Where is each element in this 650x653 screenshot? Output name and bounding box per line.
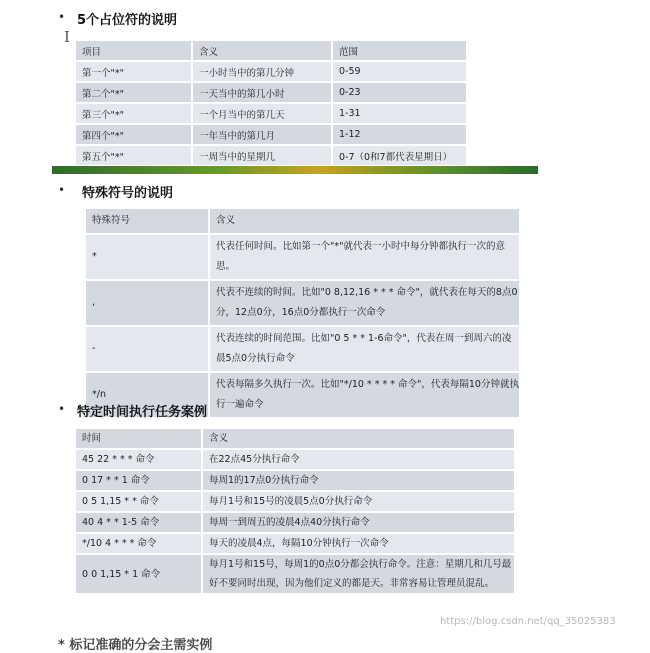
section3-heading: 特定时间执行任务案例 bbox=[77, 405, 208, 420]
table-cell: 1-12 bbox=[332, 124, 466, 145]
example-row bbox=[76, 512, 514, 533]
table-cell: 每周一到周五的凌晨4点40分执行命令 bbox=[202, 512, 514, 533]
table-cell: - bbox=[86, 326, 209, 372]
table-cell: 一天当中的第几小时 bbox=[192, 82, 332, 103]
symbol-row bbox=[86, 280, 519, 326]
table-cell: 一年当中的第几月 bbox=[192, 124, 332, 145]
table-cell: 1-31 bbox=[332, 103, 466, 124]
table-cell: 0 0 1,15 * 1 命令 bbox=[76, 554, 202, 594]
table-cell: 代表每隔多久执行一次。比如"*/10 * * * * 命令"，代表每隔10分钟就执行一遍命令 bbox=[209, 372, 519, 418]
header-cell: 项目 bbox=[76, 41, 192, 61]
symbol-row bbox=[86, 326, 519, 372]
text-cursor-icon: Ι bbox=[64, 28, 70, 46]
placeholder-row bbox=[76, 61, 466, 82]
example-row bbox=[76, 554, 514, 594]
placeholder-row bbox=[76, 145, 466, 166]
table-cell: 代表不连续的时间。比如"0 8,12,16 * * * 命令"，就代表在每天的8点0分，12点0分，16点0分都执行一次命令 bbox=[209, 280, 519, 326]
placeholder-row bbox=[76, 103, 466, 124]
table-cell: 0-23 bbox=[332, 82, 466, 103]
decorative-divider bbox=[52, 166, 538, 174]
table-cell: 一小时当中的第几分钟 bbox=[192, 61, 332, 82]
special-symbol-table bbox=[86, 209, 519, 419]
placeholder-row bbox=[76, 82, 466, 103]
example-row bbox=[76, 491, 514, 512]
table-cell: 每周1的17点0分执行命令 bbox=[202, 470, 514, 491]
table-cell: * bbox=[86, 234, 209, 280]
table-cell: 0 17 * * 1 命令 bbox=[76, 470, 202, 491]
table-cell: 每天的凌晨4点，每隔10分钟执行一次命令 bbox=[202, 533, 514, 554]
example-row bbox=[76, 470, 514, 491]
bullet-dot: • bbox=[58, 183, 66, 197]
table-cell: 第二个"*" bbox=[76, 82, 192, 103]
table-cell: 第五个"*" bbox=[76, 145, 192, 166]
table-cell: 第一个"*" bbox=[76, 61, 192, 82]
symbol-row bbox=[86, 234, 519, 280]
header-row bbox=[76, 429, 514, 449]
section1-heading: 5个占位符的说明 bbox=[77, 13, 178, 28]
table-cell: 每月1号和15号的凌晨5点0分执行命令 bbox=[202, 491, 514, 512]
watermark-text: https://blog.csdn.net/qq_35025383 bbox=[440, 616, 616, 627]
header-row bbox=[86, 209, 519, 234]
table-cell: 代表连续的时间范围。比如"0 5 * * 1-6命令"，代表在周一到周六的凌晨5点0分执行命令 bbox=[209, 326, 519, 372]
table-cell: */n bbox=[86, 372, 209, 418]
header-cell: 含义 bbox=[202, 429, 514, 449]
table-cell: 第四个"*" bbox=[76, 124, 192, 145]
task-example-table bbox=[76, 429, 514, 595]
table-cell: */10 4 * * * 命令 bbox=[76, 533, 202, 554]
table-cell: 一周当中的星期几 bbox=[192, 145, 332, 166]
header-cell: 范围 bbox=[332, 41, 466, 61]
header-row bbox=[76, 41, 466, 61]
table-cell: 每月1号和15号，每周1的0点0分都会执行命令。注意：星期几和几号最好不要同时出现，因为他们定义的都是天。非常容易让管理员混乱。 bbox=[202, 554, 514, 594]
table-cell: 第三个"*" bbox=[76, 103, 192, 124]
cut-off-heading: * 标记准确的分会主需实例 bbox=[58, 638, 213, 653]
placeholder-row bbox=[76, 124, 466, 145]
header-cell: 特殊符号 bbox=[86, 209, 209, 234]
table-cell: 在22点45分执行命令 bbox=[202, 449, 514, 470]
table-cell: 0-59 bbox=[332, 61, 466, 82]
table-cell: 一个月当中的第几天 bbox=[192, 103, 332, 124]
table-cell: , bbox=[86, 280, 209, 326]
table-cell: 代表任何时间。比如第一个"*"就代表一小时中每分钟都执行一次的意思。 bbox=[209, 234, 519, 280]
example-row bbox=[76, 449, 514, 470]
header-cell: 含义 bbox=[209, 209, 519, 234]
header-cell: 含义 bbox=[192, 41, 332, 61]
example-row bbox=[76, 533, 514, 554]
header-cell: 时间 bbox=[76, 429, 202, 449]
table-cell: 0-7（0和7都代表星期日） bbox=[332, 145, 466, 166]
table-cell: 0 5 1,15 * * 命令 bbox=[76, 491, 202, 512]
bullet-dot: • bbox=[58, 10, 66, 24]
bullet-dot: • bbox=[58, 402, 66, 416]
placeholder-table bbox=[76, 41, 466, 167]
section2-heading: 特殊符号的说明 bbox=[82, 186, 174, 201]
table-cell: 40 4 * * 1-5 命令 bbox=[76, 512, 202, 533]
table-cell: 45 22 * * * 命令 bbox=[76, 449, 202, 470]
